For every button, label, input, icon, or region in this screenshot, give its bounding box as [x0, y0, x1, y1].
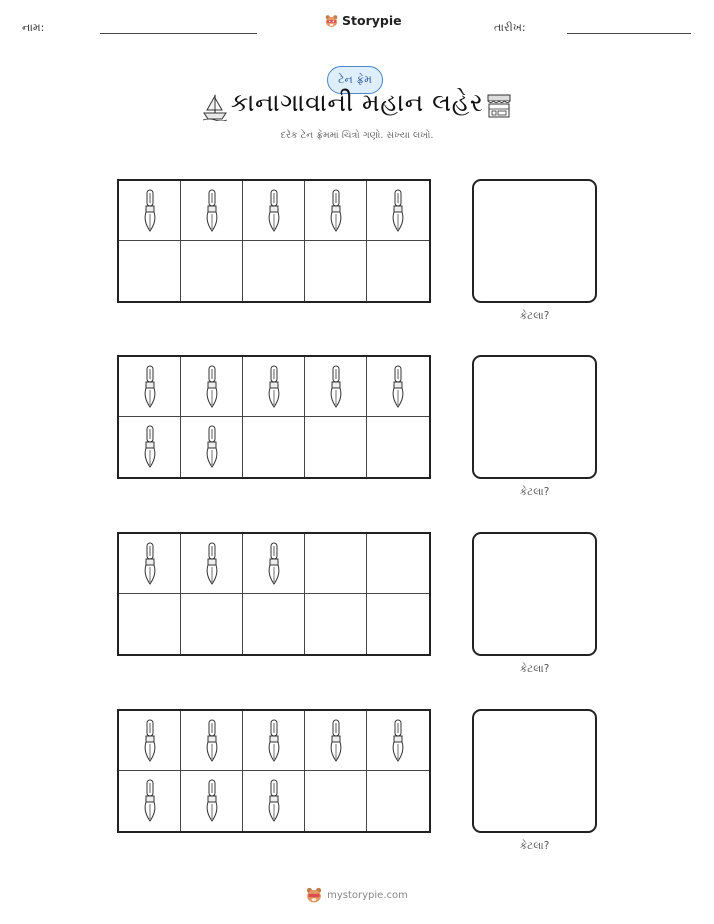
- ten-frame-cell: [181, 181, 243, 241]
- ten-frame-cell: [305, 594, 367, 654]
- ten-frame-cell: [367, 357, 429, 417]
- ten-frame-cell: [305, 181, 367, 241]
- ten-frame-cell: [243, 417, 305, 477]
- ten-frame-cell: [367, 594, 429, 654]
- paintbrush-icon: [390, 719, 406, 763]
- ten-frame-cell: [119, 534, 181, 594]
- answer-box[interactable]: [472, 179, 597, 303]
- ten-frame-cell: [119, 417, 181, 477]
- paintbrush-icon: [204, 719, 220, 763]
- ten-frame-cell: [367, 241, 429, 301]
- paintbrush-icon: [266, 365, 282, 409]
- paintbrush-icon: [142, 719, 158, 763]
- ten-frame-cell: [305, 711, 367, 771]
- answer-box[interactable]: [472, 709, 597, 833]
- ten-frame-cell: [243, 594, 305, 654]
- ten-frame-cell: [181, 771, 243, 831]
- paintbrush-icon: [390, 365, 406, 409]
- instructions: દરેક ટેન ફ્રેમમાં ચિત્રો ગણો. સંખ્યા લખો.: [280, 130, 434, 141]
- paintbrush-icon: [266, 542, 282, 586]
- paintbrush-icon: [142, 189, 158, 233]
- paintbrush-icon: [204, 779, 220, 823]
- brand-name: Storypie: [342, 13, 402, 28]
- date-label: તારીખ:: [494, 21, 526, 34]
- ten-frame-cell: [243, 357, 305, 417]
- ten-frame-cell: [305, 241, 367, 301]
- shop-stall-icon: [486, 93, 512, 119]
- how-many-label: કેટલા?: [519, 310, 550, 322]
- ten-frame-cell: [367, 711, 429, 771]
- ten-frame: [117, 179, 431, 303]
- paintbrush-icon: [204, 189, 220, 233]
- paintbrush-icon: [142, 425, 158, 469]
- ten-frame-cell: [119, 711, 181, 771]
- ten-frame-cell: [243, 534, 305, 594]
- ten-frame-cell: [181, 241, 243, 301]
- paintbrush-icon: [328, 189, 344, 233]
- name-line: [100, 33, 257, 34]
- ten-frame-cell: [305, 357, 367, 417]
- ten-frame-cell: [181, 594, 243, 654]
- ten-frame-cell: [243, 771, 305, 831]
- paintbrush-icon: [266, 779, 282, 823]
- ten-frame-cell: [243, 241, 305, 301]
- ten-frame-cell: [243, 181, 305, 241]
- ten-frame: [117, 532, 431, 656]
- storypie-logo-icon: [325, 14, 338, 28]
- ten-frame: [117, 709, 431, 833]
- ten-frame-cell: [119, 181, 181, 241]
- paintbrush-icon: [142, 542, 158, 586]
- ten-frame-cell: [181, 357, 243, 417]
- paintbrush-icon: [266, 189, 282, 233]
- paintbrush-icon: [390, 189, 406, 233]
- ten-frame-cell: [181, 534, 243, 594]
- footer: [0, 887, 714, 903]
- answer-box[interactable]: [472, 532, 597, 656]
- ten-frame-cell: [305, 417, 367, 477]
- ten-frame-cell: [119, 771, 181, 831]
- storypie-logo-icon: [306, 887, 322, 903]
- ten-frame: [117, 355, 431, 479]
- paintbrush-icon: [204, 542, 220, 586]
- brand: [325, 13, 402, 28]
- topic-badge: ટેન ફ્રેમ: [327, 66, 383, 94]
- name-label: નામ:: [22, 21, 45, 34]
- how-many-label: કેટલા?: [519, 486, 550, 498]
- ten-frame-cell: [181, 711, 243, 771]
- ten-frame-cell: [119, 594, 181, 654]
- paintbrush-icon: [142, 779, 158, 823]
- ten-frame-cell: [305, 534, 367, 594]
- how-many-label: કેટલા?: [519, 840, 550, 852]
- paintbrush-icon: [204, 425, 220, 469]
- ten-frame-cell: [181, 417, 243, 477]
- ten-frame-cell: [119, 357, 181, 417]
- ten-frame-cell: [367, 417, 429, 477]
- answer-box[interactable]: [472, 355, 597, 479]
- ten-frame-cell: [305, 771, 367, 831]
- worksheet-title: કાનાગાવાની મહાન લહેર: [230, 88, 484, 117]
- ten-frame-cell: [367, 181, 429, 241]
- paintbrush-icon: [328, 719, 344, 763]
- ten-frame-cell: [243, 711, 305, 771]
- ten-frame-cell: [119, 241, 181, 301]
- ten-frame-cell: [367, 771, 429, 831]
- how-many-label: કેટલા?: [519, 663, 550, 675]
- paintbrush-icon: [204, 365, 220, 409]
- paintbrush-icon: [328, 365, 344, 409]
- date-line: [567, 33, 691, 34]
- paintbrush-icon: [266, 719, 282, 763]
- paintbrush-icon: [142, 365, 158, 409]
- footer-url: mystorypie.com: [327, 889, 408, 901]
- ten-frame-cell: [367, 534, 429, 594]
